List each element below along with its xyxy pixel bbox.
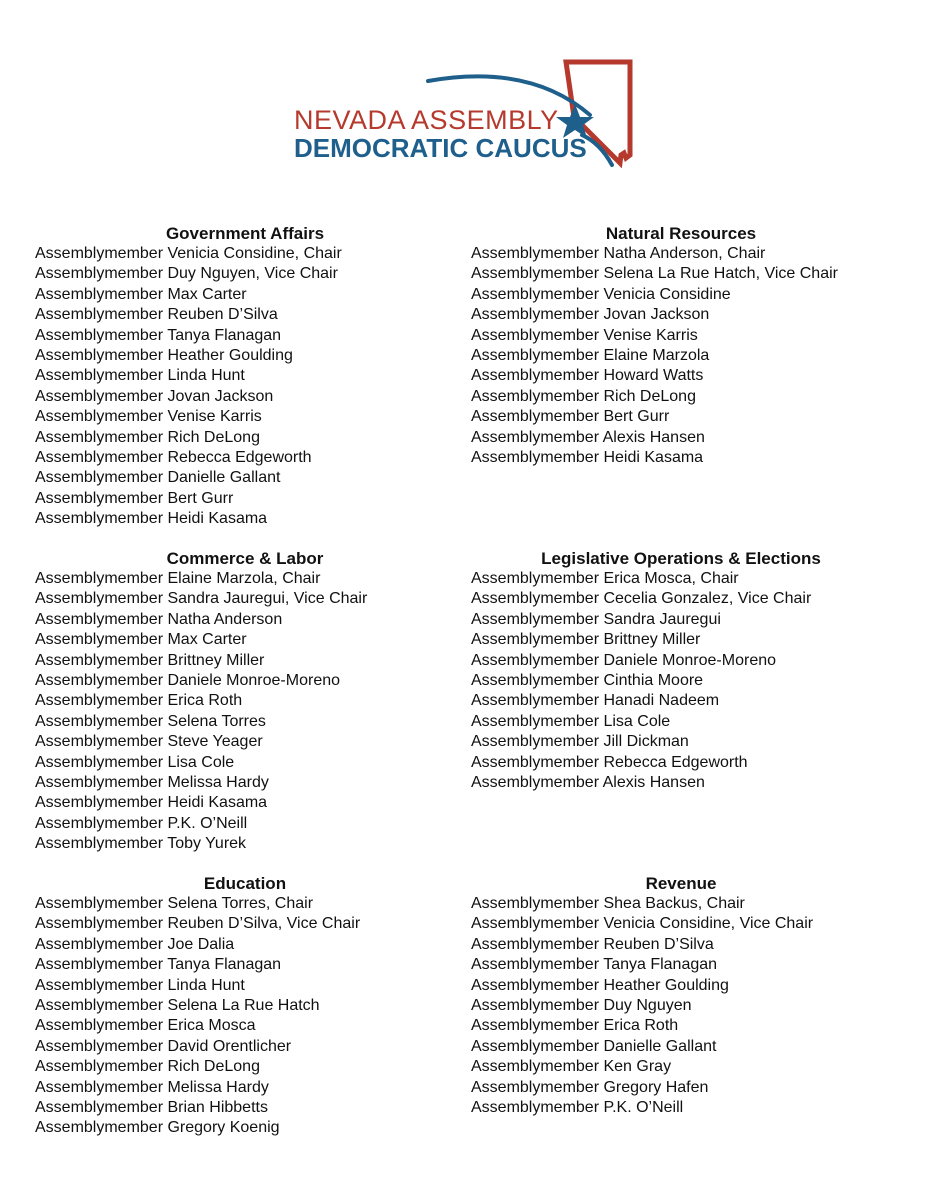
committee-title: Education	[203, 874, 287, 893]
member-item: Assemblymember Brittney Miller	[35, 651, 265, 669]
member-item: Assemblymember Selena Torres	[35, 712, 266, 730]
member-item: Assemblymember Elaine Marzola	[471, 347, 710, 365]
member-item: Assemblymember Jovan Jackson	[35, 387, 274, 405]
member-item: Assemblymember Erica Roth	[35, 692, 243, 710]
member-item: Assemblymember Gregory Hafen	[471, 1078, 709, 1096]
member-item: Assemblymember Gregory Koenig	[35, 1119, 280, 1137]
member-list	[35, 894, 475, 1139]
committee-title: Natural Resources	[605, 224, 757, 243]
member-item: Assemblymember Natha Anderson	[35, 610, 283, 628]
member-item: Assemblymember P.K. O’Neill	[471, 1099, 684, 1117]
member-item: Assemblymember Danielle Gallant	[471, 1037, 717, 1055]
member-item: Assemblymember Tanya Flanagan	[471, 956, 718, 974]
member-item: Assemblymember Jovan Jackson	[471, 306, 710, 324]
member-list	[35, 569, 475, 855]
member-list	[471, 894, 911, 1118]
member-item: Assemblymember Alexis Hansen	[471, 428, 705, 446]
right-column	[471, 223, 911, 1198]
member-item: Assemblymember Melissa Hardy	[35, 774, 269, 792]
member-list	[471, 244, 911, 468]
member-item: Assemblymember Max Carter	[35, 631, 247, 649]
committee-legislative-operations-elections	[471, 548, 911, 873]
committee-title: Revenue	[645, 874, 717, 893]
logo-text-line2: DEMOCRATIC CAUCUS	[294, 133, 587, 163]
member-item: Assemblymember Selena La Rue Hatch, Vice Chair	[471, 265, 838, 283]
member-item: Assemblymember Bert Gurr	[35, 489, 234, 507]
member-item: Assemblymember Jill Dickman	[471, 733, 689, 751]
member-item: Assemblymember Brian Hibbetts	[35, 1099, 268, 1117]
member-item: Assemblymember Shea Backus, Chair	[471, 895, 745, 912]
member-item: Assemblymember Sandra Jauregui	[471, 610, 721, 628]
caucus-logo	[290, 55, 640, 170]
member-item: Assemblymember David Orentlicher	[35, 1037, 292, 1055]
member-item: Assemblymember Heidi Kasama	[471, 449, 704, 467]
member-item: Assemblymember Tanya Flanagan	[35, 326, 282, 344]
committee-title: Legislative Operations & Elections	[541, 549, 821, 568]
member-item: Assemblymember Linda Hunt	[35, 367, 245, 385]
member-item: Assemblymember Erica Mosca	[35, 1017, 256, 1035]
left-column	[35, 223, 475, 1198]
member-item: Assemblymember P.K. O’Neill	[35, 814, 248, 832]
member-item: Assemblymember Venicia Considine, Chair	[35, 245, 342, 262]
member-item: Assemblymember Bert Gurr	[471, 408, 670, 426]
member-item: Assemblymember Howard Watts	[471, 367, 704, 385]
member-item: Assemblymember Rich DeLong	[471, 387, 696, 405]
member-item: Assemblymember Heather Goulding	[471, 976, 729, 994]
committee-title: Commerce & Labor	[166, 549, 324, 568]
member-item: Assemblymember Lisa Cole	[35, 753, 235, 771]
member-item: Assemblymember Venicia Considine	[471, 285, 731, 303]
committee-natural-resources	[471, 223, 911, 548]
committee-government-affairs	[35, 223, 475, 548]
member-item: Assemblymember Rebecca Edgeworth	[471, 753, 748, 771]
member-item: Assemblymember Venicia Considine, Vice Chair	[471, 915, 814, 933]
member-item: Assemblymember Daniele Monroe-Moreno	[35, 672, 341, 690]
member-item: Assemblymember Melissa Hardy	[35, 1078, 269, 1096]
member-list	[35, 244, 475, 530]
member-list	[471, 569, 911, 793]
member-item: Assemblymember Lisa Cole	[471, 712, 671, 730]
member-item: Assemblymember Natha Anderson, Chair	[471, 245, 766, 262]
committee-revenue	[471, 873, 911, 1198]
member-item: Assemblymember Steve Yeager	[35, 733, 263, 751]
member-item: Assemblymember Reuben D’Silva	[35, 306, 278, 324]
member-item: Assemblymember Linda Hunt	[35, 976, 245, 994]
member-item: Assemblymember Rebecca Edgeworth	[35, 449, 312, 467]
member-item: Assemblymember Toby Yurek	[35, 835, 247, 853]
member-item: Assemblymember Sandra Jauregui, Vice Chair	[35, 590, 368, 608]
member-item: Assemblymember Reuben D’Silva, Vice Chair	[35, 915, 361, 933]
member-item: Assemblymember Elaine Marzola, Chair	[35, 570, 321, 587]
member-item: Assemblymember Heidi Kasama	[35, 794, 268, 812]
member-item: Assemblymember Ken Gray	[471, 1058, 672, 1076]
member-item: Assemblymember Cinthia Moore	[471, 672, 704, 690]
member-item: Assemblymember Erica Mosca, Chair	[471, 570, 739, 587]
member-item: Assemblymember Rich DeLong	[35, 428, 260, 446]
member-item: Assemblymember Duy Nguyen, Vice Chair	[35, 265, 338, 283]
member-item: Assemblymember Daniele Monroe-Moreno	[471, 651, 777, 669]
member-item: Assemblymember Reuben D’Silva	[471, 935, 714, 953]
member-item: Assemblymember Erica Roth	[471, 1017, 679, 1035]
member-item: Assemblymember Heidi Kasama	[35, 510, 268, 528]
member-item: Assemblymember Alexis Hansen	[471, 774, 705, 792]
member-item: Assemblymember Max Carter	[35, 285, 247, 303]
member-item: Assemblymember Hanadi Nadeem	[471, 692, 720, 710]
member-item: Assemblymember Joe Dalia	[35, 935, 235, 953]
member-item: Assemblymember Brittney Miller	[471, 631, 701, 649]
member-item: Assemblymember Cecelia Gonzalez, Vice Chair	[471, 590, 812, 608]
member-item: Assemblymember Danielle Gallant	[35, 469, 281, 487]
member-item: Assemblymember Duy Nguyen	[471, 997, 692, 1015]
member-item: Assemblymember Selena Torres, Chair	[35, 895, 314, 912]
member-item: Assemblymember Selena La Rue Hatch	[35, 997, 320, 1015]
member-item: Assemblymember Rich DeLong	[35, 1058, 260, 1076]
member-item: Assemblymember Venise Karris	[35, 408, 262, 426]
committee-commerce-labor	[35, 548, 475, 873]
committee-title: Government Affairs	[165, 224, 325, 243]
member-item: Assemblymember Heather Goulding	[35, 347, 293, 365]
logo-text-line1: NEVADA ASSEMBLY	[294, 105, 559, 135]
member-item: Assemblymember Venise Karris	[471, 326, 698, 344]
committee-education	[35, 873, 475, 1198]
member-item: Assemblymember Tanya Flanagan	[35, 956, 282, 974]
